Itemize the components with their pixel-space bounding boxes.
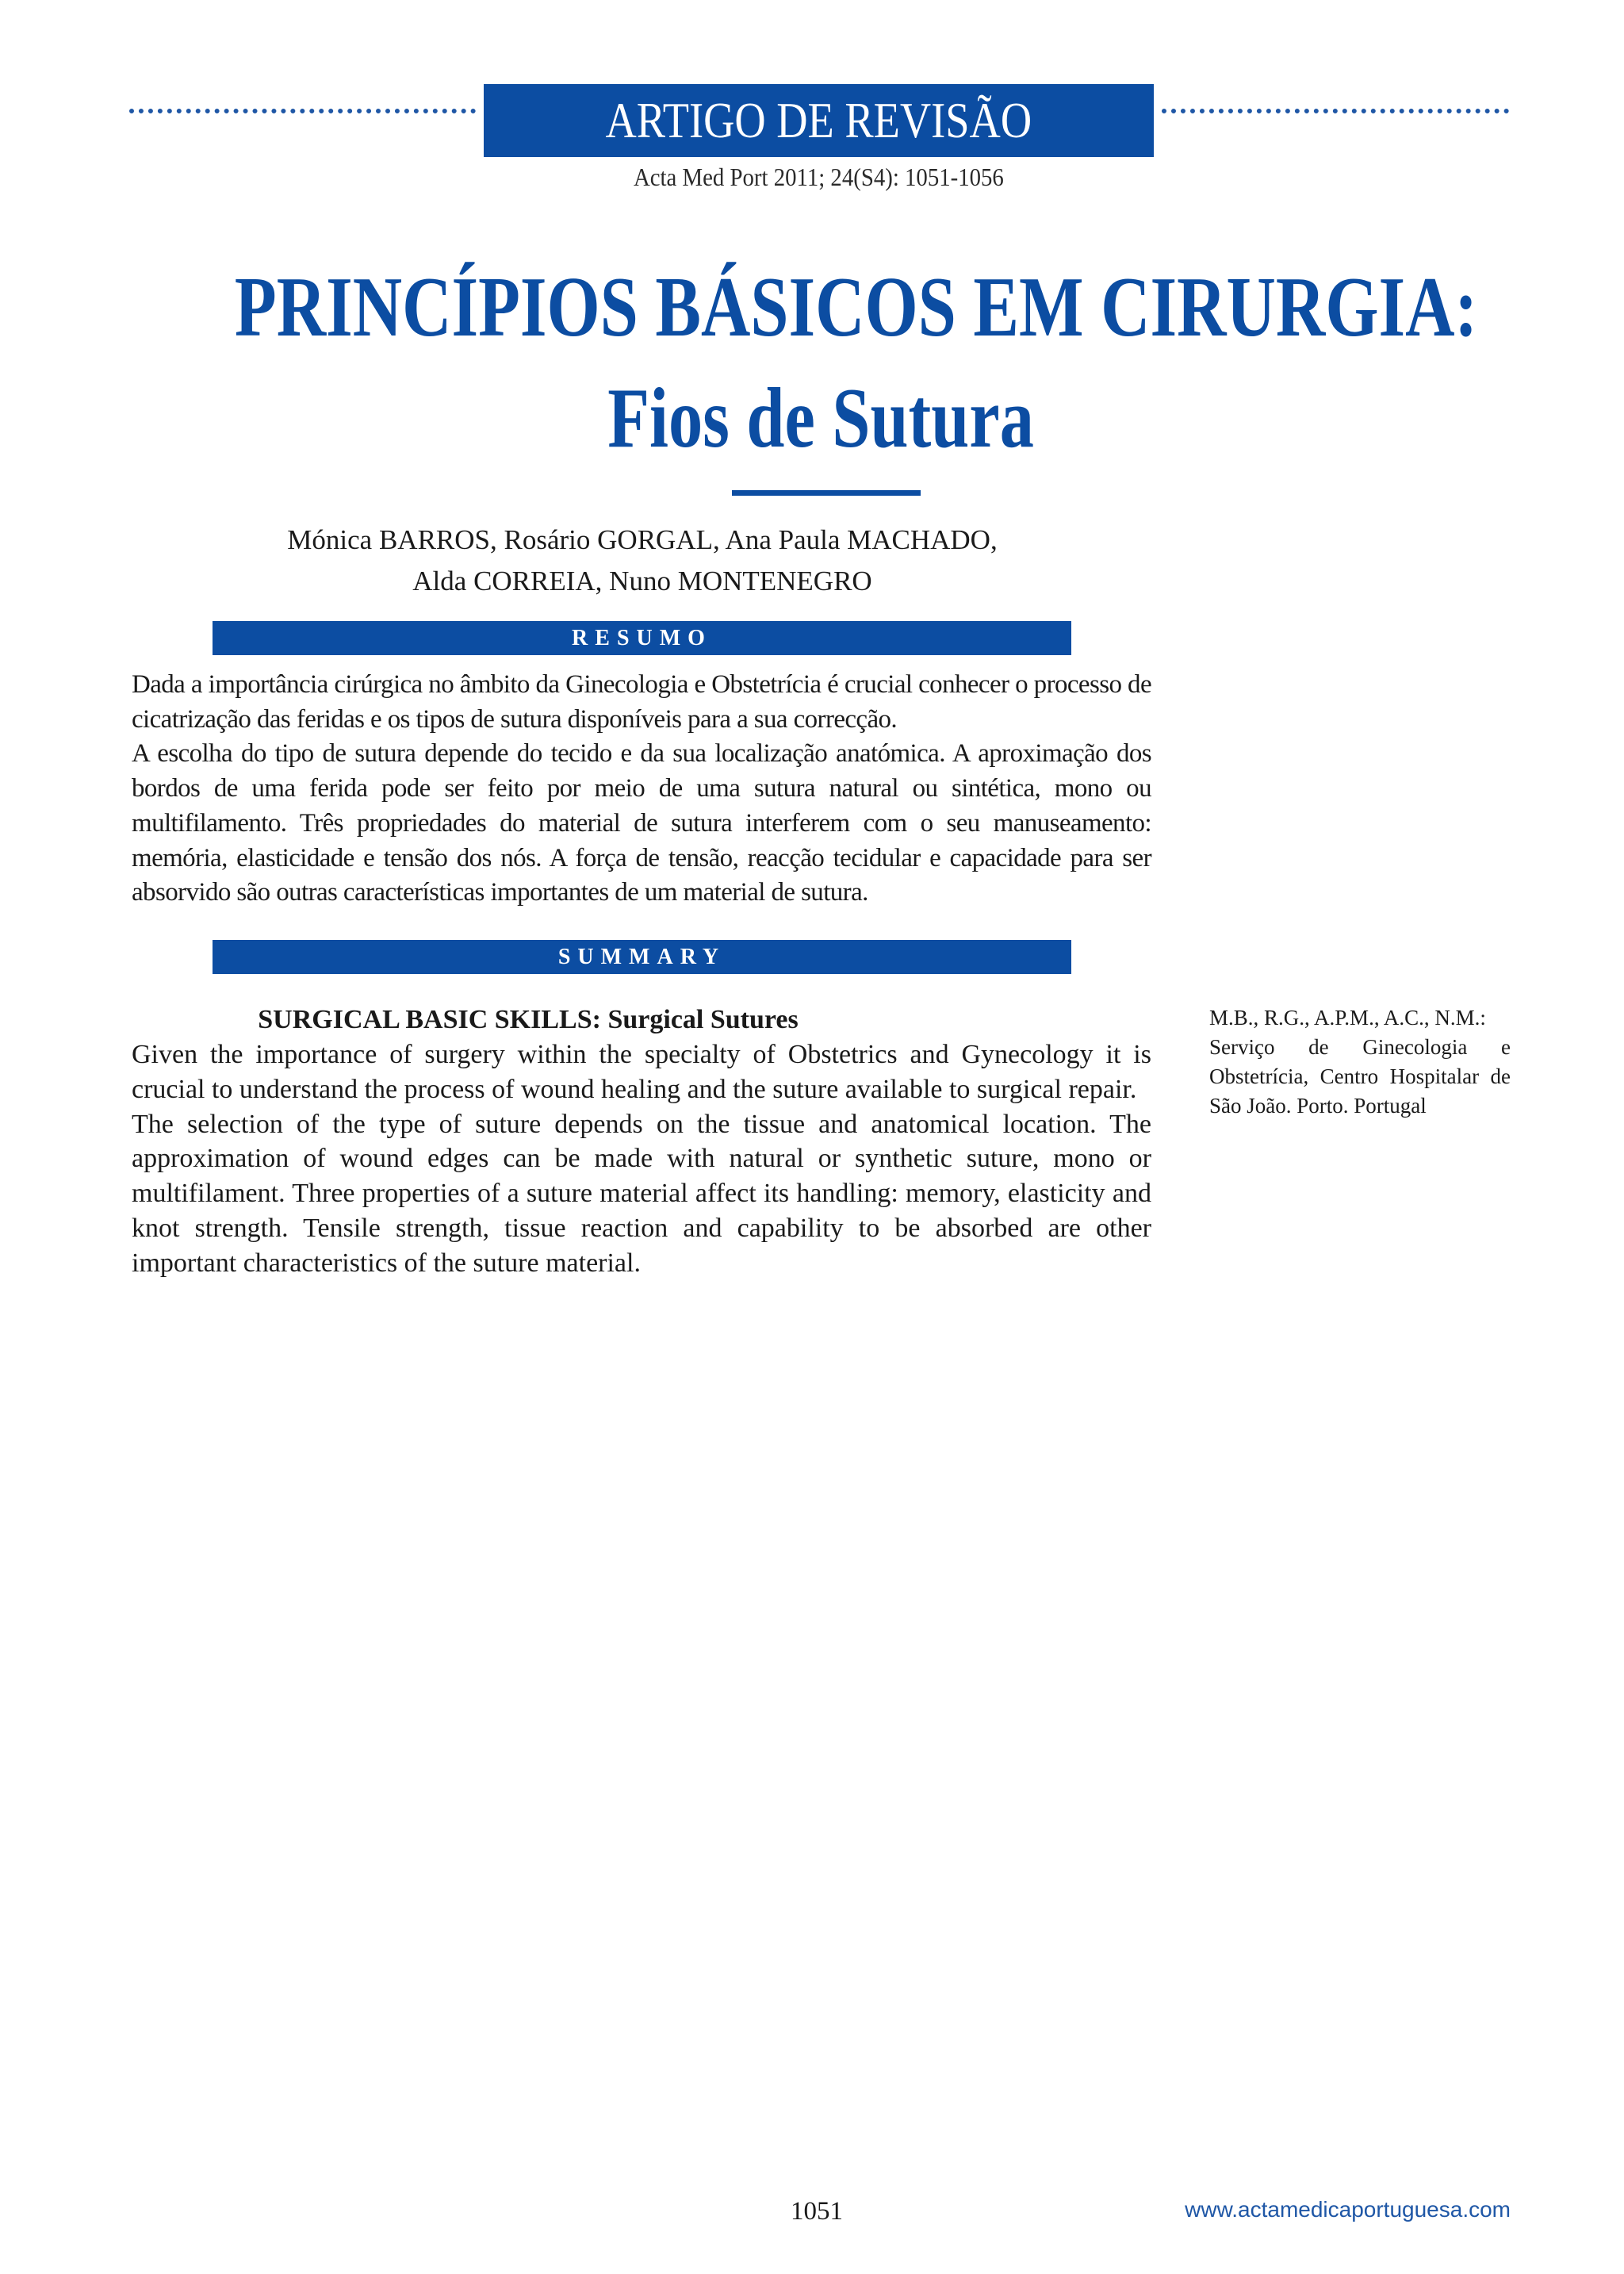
summary-heading: SUMMARY [213,940,1071,974]
authors-line1: Mónica BARROS, Rosário GORGAL, Ana Paula MACHADO, [287,524,998,555]
article-title-line1: PRINCÍPIOS BÁSICOS EM CIRURGIA: [234,260,1478,355]
summary-body [132,1037,1151,1281]
summary-paragraph: The selection of the type of suture depends on the tissue and anatomical location. The approximation of wound edges can be made with natural or synthetic suture, mono or multifilament. Three properties of a suture material affect its handling: memory, elasticity and knot strength. Tensile strength, tissue reaction and capability to be absorbed are other important characteristics of the suture material. [132,1109,1151,1278]
title-underline [732,490,921,496]
section-label: ARTIGO DE REVISÃO [605,92,1032,148]
header-dotted-rule-right [1162,109,1509,113]
authors-line2: Alda CORREIA, Nuno MONTENEGRO [412,566,872,596]
summary-paragraph: Given the importance of surgery within the specialty of Obstetrics and Gynecology it is crucial to understand the process of wound healing and the suture available to surgical repair. [132,1040,1151,1104]
affiliation-initials: M.B., R.G., A.P.M., A.C., N.M.: [1209,1006,1486,1030]
author-affiliation [1209,1003,1511,1121]
journal-citation: Acta Med Port 2011; 24(S4): 1051-1056 [634,163,1004,191]
journal-website-link[interactable]: www.actamedicaportuguesa.com [1185,2197,1511,2222]
page-number: 1051 [791,2197,843,2226]
resumo-paragraph: A escolha do tipo de sutura depende do tecido e da sua localização anatómica. A aproximação dos bordos de uma ferida pode ser feito por meio de uma sutura natural ou sintética, mono ou multifilamento. Três propriedades do material de sutura interferem com o seu manuseamento: memória, elasticidade e tensão dos nós. A força de tensão, reacção tecidular e capacidade para ser absorvido são outras características importantes de um material de sutura. [132,739,1151,907]
authors [198,520,1086,602]
resumo-heading: RESUMO [213,621,1071,655]
article-title-line2: Fios de Sutura [607,371,1034,466]
header-dotted-rule-left [129,109,476,113]
summary-subtitle: SURGICAL BASIC SKILLS: Surgical Sutures [258,1005,799,1034]
resumo-paragraph: Dada a importância cirúrgica no âmbito da Ginecologia e Obstetrícia é crucial conhecer o processo de cicatrização das feridas e os tipos de sutura disponíveis para a sua correcção. [132,670,1151,734]
article-title [79,252,1562,474]
affiliation-institution: Serviço de Ginecologia e Obstetrícia, Centro Hospitalar de São João. Porto. Portugal [1209,1035,1511,1118]
resumo-body [132,668,1151,911]
section-banner [484,84,1154,157]
